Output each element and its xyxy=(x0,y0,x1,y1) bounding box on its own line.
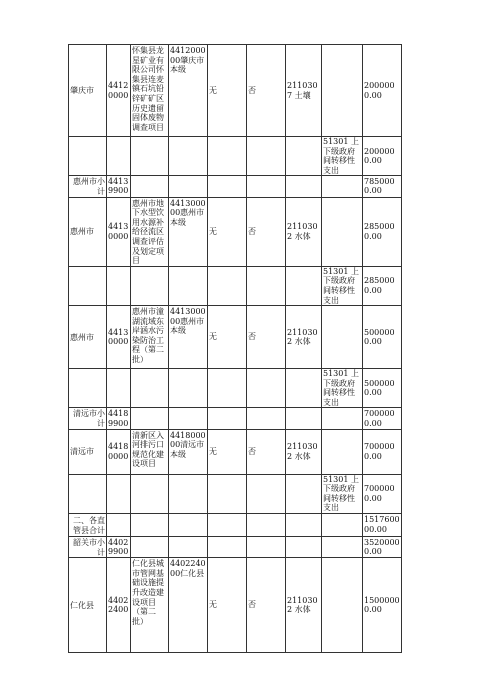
table-row xyxy=(69,197,439,266)
cell-econ xyxy=(322,429,363,474)
cell-c6: 否 xyxy=(247,197,286,266)
table-row xyxy=(69,306,439,369)
cell-c6 xyxy=(247,266,286,305)
cell-func xyxy=(286,137,322,176)
cell-func xyxy=(286,408,322,429)
table-row xyxy=(69,558,439,653)
cell-project: 仁化县城市管网基础设施提升改造建设项目（第二批） xyxy=(131,558,169,653)
budget-table-page xyxy=(68,44,439,653)
cell-amount: 7000000.00 xyxy=(363,474,402,513)
cell-amount: 7850000.00 xyxy=(363,176,402,197)
cell-project xyxy=(131,474,169,513)
cell-code xyxy=(107,137,131,176)
cell-city xyxy=(69,266,107,305)
cell-city: 仁化县 xyxy=(69,558,107,653)
cell-code: 44180000 xyxy=(107,429,131,474)
cell-project xyxy=(131,137,169,176)
cell-econ: 51301 上下级政府间转移性支出 xyxy=(322,474,363,513)
cell-amount: 151760000.00 xyxy=(363,514,402,537)
cell-c5 xyxy=(208,537,247,558)
cell-code: 44130000 xyxy=(107,197,131,266)
cell-project xyxy=(131,266,169,305)
cell-econ xyxy=(322,306,363,369)
cell-c6 xyxy=(247,369,286,408)
cell-func: 2110302 水体 xyxy=(286,197,322,266)
cell-func xyxy=(286,537,322,558)
cell-agency: 441300000惠州市本级 xyxy=(169,197,208,266)
cell-city xyxy=(69,474,107,513)
cell-c5 xyxy=(208,369,247,408)
cell-amount: 2000000.00 xyxy=(363,137,402,176)
cell-code: 44139900 xyxy=(107,176,131,197)
cell-c5: 无 xyxy=(208,306,247,369)
cell-city: 二、各直管县合计 xyxy=(69,514,107,537)
cell-c5 xyxy=(208,474,247,513)
cell-econ: 51301 上下级政府间转移性支出 xyxy=(322,137,363,176)
cell-amount: 15000000.00 xyxy=(363,558,402,653)
cell-city: 惠州市 xyxy=(69,197,107,266)
cell-agency xyxy=(169,369,208,408)
table-row xyxy=(69,537,439,558)
cell-city: 韶关市小计 xyxy=(69,537,107,558)
cell-code xyxy=(107,474,131,513)
cell-econ xyxy=(322,197,363,266)
cell-c5: 无 xyxy=(208,197,247,266)
cell-project: 怀集县龙星矿业有限公司怀集县连麦镇石坑铅锌矿矿区历史遗留固体废物调查项目 xyxy=(131,45,169,137)
cell-agency xyxy=(169,474,208,513)
cell-agency: 441800000清远市本级 xyxy=(169,429,208,474)
table-row xyxy=(69,408,439,429)
cell-amount: 7000000.00 xyxy=(363,429,402,474)
cell-c5: 无 xyxy=(208,558,247,653)
cell-c6: 否 xyxy=(247,429,286,474)
cell-project xyxy=(131,408,169,429)
cell-c6 xyxy=(247,474,286,513)
cell-c6 xyxy=(247,514,286,537)
cell-city: 肇庆市 xyxy=(69,45,107,137)
cell-project: 惠州市地下水型饮用水源补给径流区调查评估及划定项目 xyxy=(131,197,169,266)
cell-code: 44189900 xyxy=(107,408,131,429)
cell-econ xyxy=(322,408,363,429)
cell-econ xyxy=(322,537,363,558)
cell-agency: 441200000肇庆市本级 xyxy=(169,45,208,137)
cell-func xyxy=(286,474,322,513)
cell-agency xyxy=(169,266,208,305)
cell-code xyxy=(107,266,131,305)
cell-c5: 无 xyxy=(208,429,247,474)
table-row xyxy=(69,137,439,176)
cell-project xyxy=(131,176,169,197)
cell-c6 xyxy=(247,137,286,176)
cell-c5 xyxy=(208,266,247,305)
cell-func xyxy=(286,266,322,305)
cell-project xyxy=(131,369,169,408)
cell-c5 xyxy=(208,514,247,537)
cell-project xyxy=(131,514,169,537)
cell-agency xyxy=(169,537,208,558)
table-row xyxy=(69,429,439,474)
cell-city xyxy=(69,369,107,408)
cell-econ: 51301 上下级政府间转移性支出 xyxy=(322,266,363,305)
cell-func: 2110307 土壤 xyxy=(286,45,322,137)
table-row xyxy=(69,176,439,197)
cell-code: 44130000 xyxy=(107,306,131,369)
cell-city: 清远市 xyxy=(69,429,107,474)
cell-c5: 无 xyxy=(208,45,247,137)
cell-project: 惠州市潼湖流域东岸涵水污染防治工程（第二批） xyxy=(131,306,169,369)
cell-econ xyxy=(322,176,363,197)
cell-city: 清远市小计 xyxy=(69,408,107,429)
cell-c6 xyxy=(247,537,286,558)
cell-city: 惠州市 xyxy=(69,306,107,369)
cell-code: 44120000 xyxy=(107,45,131,137)
cell-amount: 7000000.00 xyxy=(363,408,402,429)
cell-city: 惠州市小计 xyxy=(69,176,107,197)
table-row xyxy=(69,474,439,513)
cell-c5 xyxy=(208,137,247,176)
table-row xyxy=(69,514,439,537)
cell-amount: 2850000.00 xyxy=(363,197,402,266)
cell-code xyxy=(107,369,131,408)
table-row xyxy=(69,45,439,137)
cell-c6 xyxy=(247,408,286,429)
cell-c6 xyxy=(247,176,286,197)
cell-func: 2110302 水体 xyxy=(286,429,322,474)
cell-func xyxy=(286,369,322,408)
cell-agency xyxy=(169,176,208,197)
cell-agency xyxy=(169,514,208,537)
cell-c6: 否 xyxy=(247,558,286,653)
cell-agency: 440224000仁化县 xyxy=(169,558,208,653)
table-row xyxy=(69,369,439,408)
cell-econ xyxy=(322,45,363,137)
cell-amount: 5000000.00 xyxy=(363,369,402,408)
cell-econ xyxy=(322,514,363,537)
table-body xyxy=(69,45,439,653)
cell-c6: 否 xyxy=(247,45,286,137)
budget-table xyxy=(68,44,439,653)
cell-c5 xyxy=(208,408,247,429)
cell-amount: 2850000.00 xyxy=(363,266,402,305)
cell-code xyxy=(107,514,131,537)
cell-code: 44029900 xyxy=(107,537,131,558)
cell-econ xyxy=(322,558,363,653)
cell-amount: 35200000.00 xyxy=(364,537,400,557)
cell-func xyxy=(286,514,322,537)
cell-c5 xyxy=(208,176,247,197)
cell-func: 2110302 水体 xyxy=(286,306,322,369)
cell-code: 44022400 xyxy=(107,558,131,653)
cell-func: 2110302 水体 xyxy=(286,558,322,653)
cell-city xyxy=(69,137,107,176)
cell-agency: 441300000惠州市本级 xyxy=(169,306,208,369)
cell-amount: 5000000.00 xyxy=(363,306,402,369)
cell-project: 清新区入河排污口规范化建设项目 xyxy=(131,429,169,474)
cell-agency xyxy=(169,137,208,176)
cell-amount: 2000000.00 xyxy=(363,45,402,137)
cell-econ: 51301 上下级政府间转移性支出 xyxy=(322,369,363,408)
cell-c6: 否 xyxy=(247,306,286,369)
cell-agency xyxy=(169,408,208,429)
cell-project xyxy=(131,537,169,558)
table-row xyxy=(69,266,439,305)
cell-func xyxy=(286,176,322,197)
